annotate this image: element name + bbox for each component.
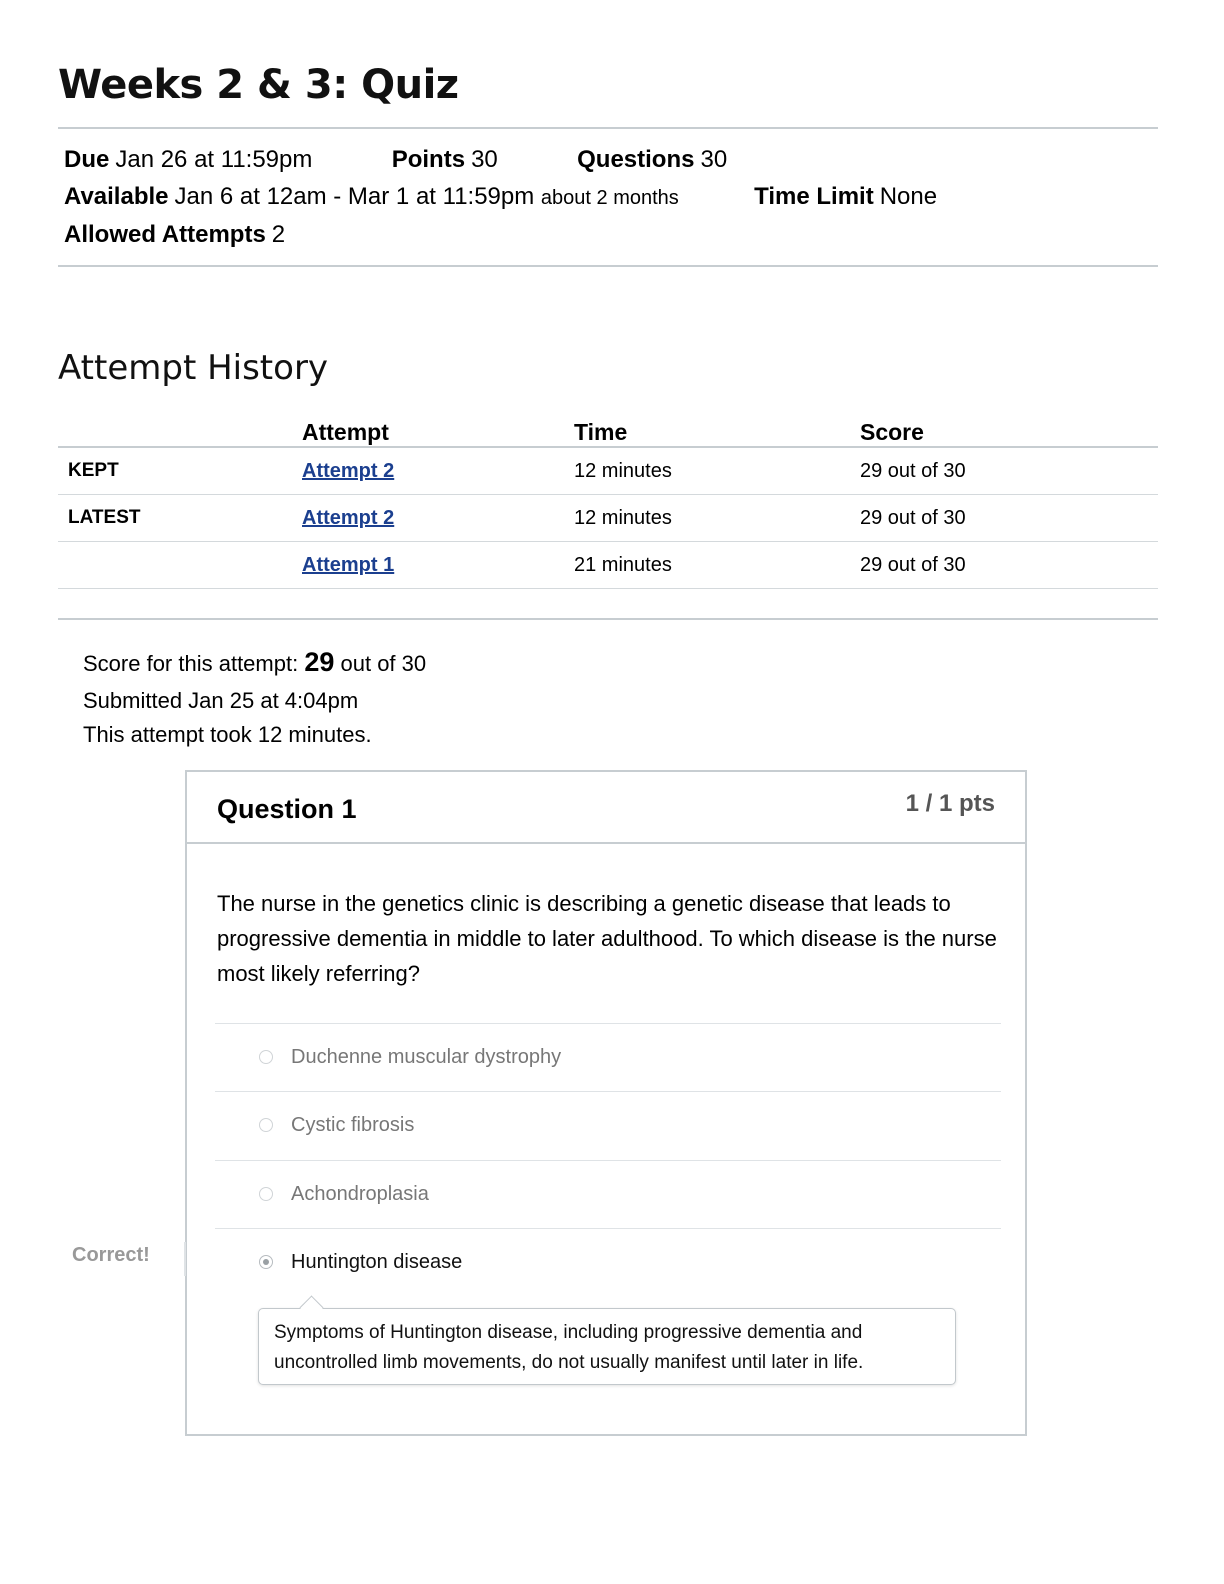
correct-answer-flag: Correct!	[72, 1242, 186, 1276]
radio-button[interactable]	[259, 1118, 273, 1132]
column-header-attempt: Attempt	[294, 408, 566, 447]
attempt-score: 29 out of 30	[852, 542, 1158, 589]
radio-button[interactable]	[259, 1050, 273, 1064]
attempt-link[interactable]: Attempt 2	[302, 459, 395, 482]
radio-button-selected[interactable]	[259, 1255, 273, 1269]
available-value: Jan 6 at 12am - Mar 1 at 11:59pm	[174, 183, 535, 210]
available-relative: about 2 months	[540, 187, 679, 209]
due-label: Due	[64, 146, 110, 173]
answer-option[interactable]	[215, 1091, 1001, 1159]
submitted-line: Submitted Jan 25 at 4:04pm	[83, 688, 359, 713]
question-header	[187, 772, 1025, 844]
radio-button[interactable]	[259, 1187, 273, 1201]
attempt-tag	[58, 542, 294, 589]
answer-label: Achondroplasia	[291, 1183, 429, 1205]
attempt-time: 12 minutes	[566, 495, 852, 542]
available-label: Available	[64, 183, 169, 210]
question-name: Question 1	[217, 794, 357, 824]
table-row	[58, 495, 1158, 542]
answer-option[interactable]	[215, 1160, 1001, 1228]
meta-row-2	[64, 183, 937, 211]
attempt-link[interactable]: Attempt 2	[302, 506, 395, 529]
attempt-tag: LATEST	[58, 495, 294, 542]
attempt-time: 21 minutes	[566, 542, 852, 589]
attempt-link[interactable]: Attempt 1	[302, 553, 395, 576]
divider	[58, 618, 1158, 620]
time-limit-value: None	[879, 183, 938, 210]
allowed-attempts-label: Allowed Attempts	[64, 221, 266, 248]
answer-label: Cystic fibrosis	[291, 1114, 415, 1136]
question-points: 1 / 1 pts	[905, 790, 995, 817]
answer-option-selected[interactable]	[215, 1228, 1001, 1296]
meta-row-1	[64, 146, 727, 174]
answer-label: Huntington disease	[291, 1251, 463, 1273]
attempt-score: 29 out of 30	[852, 447, 1158, 495]
attempt-score: 29 out of 30	[852, 495, 1158, 542]
time-limit-label: Time Limit	[754, 183, 874, 210]
attempt-score-line	[83, 647, 426, 678]
score-prefix: Score for this attempt:	[83, 651, 299, 676]
table-row	[58, 542, 1158, 589]
question-text: The nurse in the genetics clinic is describing a genetic disease that leads to progressive dementia in middle to later adulthood. To which disease is the nurse most likely referring?	[217, 891, 997, 986]
allowed-attempts-value: 2	[271, 221, 286, 248]
duration-line: This attempt took 12 minutes.	[83, 722, 372, 747]
column-header-score: Score	[852, 408, 1158, 447]
column-header-tag	[58, 408, 294, 447]
attempt-time: 12 minutes	[566, 447, 852, 495]
attempt-tag: KEPT	[58, 447, 294, 495]
answer-option[interactable]	[215, 1023, 1001, 1091]
divider	[58, 265, 1158, 267]
answer-comment	[258, 1308, 956, 1385]
score-suffix: out of 30	[340, 651, 427, 676]
due-value: Jan 26 at 11:59pm	[115, 146, 313, 173]
divider	[58, 127, 1158, 129]
questions-value: 30	[700, 146, 728, 173]
table-header-row	[58, 408, 1158, 447]
score-value: 29	[304, 647, 335, 677]
points-label: Points	[391, 146, 466, 173]
comment-text: Symptoms of Huntington disease, including progressive dementia and uncontrolled limb movements, do not usually manifest until later in life.	[274, 1322, 864, 1373]
page-title: Weeks 2 & 3: Quiz	[58, 62, 459, 108]
attempt-history-table	[58, 408, 1158, 589]
table-row	[58, 447, 1158, 495]
column-header-time: Time	[566, 408, 852, 447]
meta-row-3	[64, 221, 285, 249]
answer-label: Duchenne muscular dystrophy	[291, 1046, 562, 1068]
questions-label: Questions	[577, 146, 695, 173]
attempt-history-title: Attempt History	[58, 348, 329, 388]
points-value: 30	[471, 146, 498, 173]
